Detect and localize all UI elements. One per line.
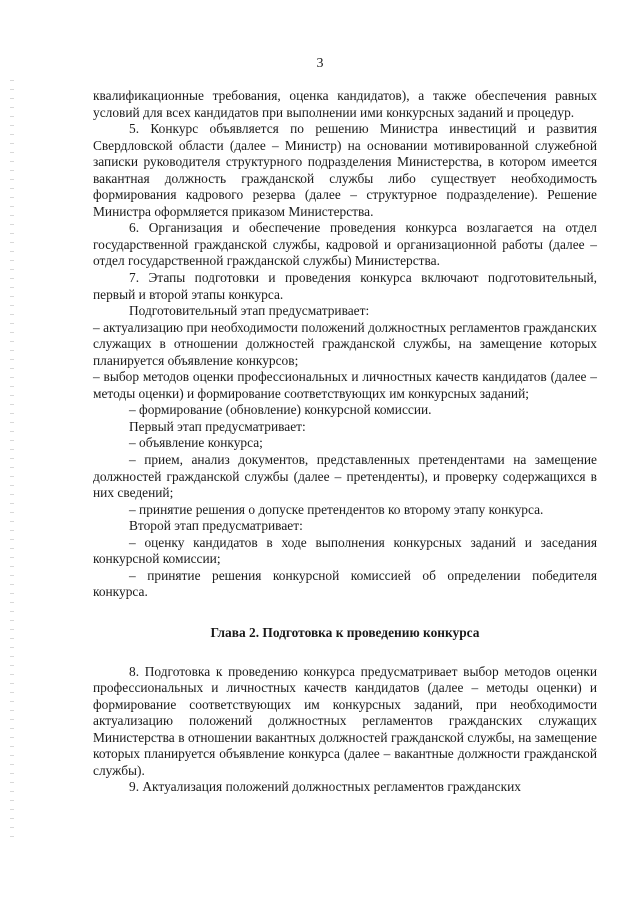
binding-margin-marks	[10, 80, 14, 840]
preparatory-stage-heading: Подготовительный этап предусматривает:	[129, 303, 370, 319]
paragraph-continuation: квалификационные требования, оценка кандидатов), а также обеспечения равных условий для всех кандидатов при выполнении ими конкурсных заданий и процедур.	[93, 88, 597, 120]
paragraph-7: 7. Этапы подготовки и проведения конкурса включают подготовительный, первый и второй этапы конкурса.	[93, 270, 597, 302]
document-body	[93, 88, 597, 796]
second-stage-heading: Второй этап предусматривает:	[129, 518, 303, 534]
list-item: – формирование (обновление) конкурсной комиссии.	[129, 402, 432, 418]
list-item: – актуализацию при необходимости положений должностных регламентов гражданских служащих в отношении должностей гражданской службы, на замещение которых планируется объявление конкурсов;	[93, 319, 597, 368]
list-item: – оценку кандидатов в ходе выполнения конкурсных заданий и заседания конкурсной комиссии;	[93, 534, 597, 567]
list-item: – принятие решения конкурсной комиссией об определении победителя конкурса.	[93, 567, 597, 600]
list-item: – объявление конкурса;	[129, 435, 263, 451]
paragraph-6: 6. Организация и обеспечение проведения конкурса возлагается на отдел государственной гражданской службы, кадровой и организационной работы (далее – отдел государственной гражданской службы) Министерства.	[93, 220, 597, 269]
first-stage-heading: Первый этап предусматривает:	[129, 418, 306, 434]
list-item: – выбор методов оценки профессиональных и личностных качеств кандидатов (далее – методы оценки) и формирование соответствующих им конкурсных заданий;	[93, 369, 597, 401]
page-number: 3	[316, 56, 324, 71]
paragraph-5: 5. Конкурс объявляется по решению Министра инвестиций и развития Свердловской области (далее – Министр) на основании мотивированной служебной записки руководителя структурного подразделения Министерства, в котором имеется вакантная должность гражданской службы либо существует необходимость формирования кадрового резерва (далее – структурное подразделение). Решение Министра оформляется приказом Министерства.	[93, 121, 597, 219]
list-item: – прием, анализ документов, представленных претендентами на замещение должностей гражданской службы (далее – претенденты), и проверку содержащихся в них сведений;	[93, 452, 597, 501]
list-item: – принятие решения о допуске претендентов ко второму этапу конкурса.	[129, 501, 544, 517]
paragraph-8: 8. Подготовка к проведению конкурса предусматривает выбор методов оценки профессиональных и личностных качеств кандидатов (далее – методы оценки) и формирование соответствующих им конкурсных заданий, при необходимости актуализацию положений должностных регламентов гражданских служащих Министерства в отношении вакантных должностей гражданской службы, на замещение которых планируется объявление конкурса (далее – вакантные должности гражданской службы).	[93, 663, 597, 778]
chapter-title: Глава 2. Подготовка к проведению конкурса	[210, 624, 480, 640]
paragraph-9: 9. Актуализация положений должностных регламентов гражданских	[129, 779, 521, 795]
